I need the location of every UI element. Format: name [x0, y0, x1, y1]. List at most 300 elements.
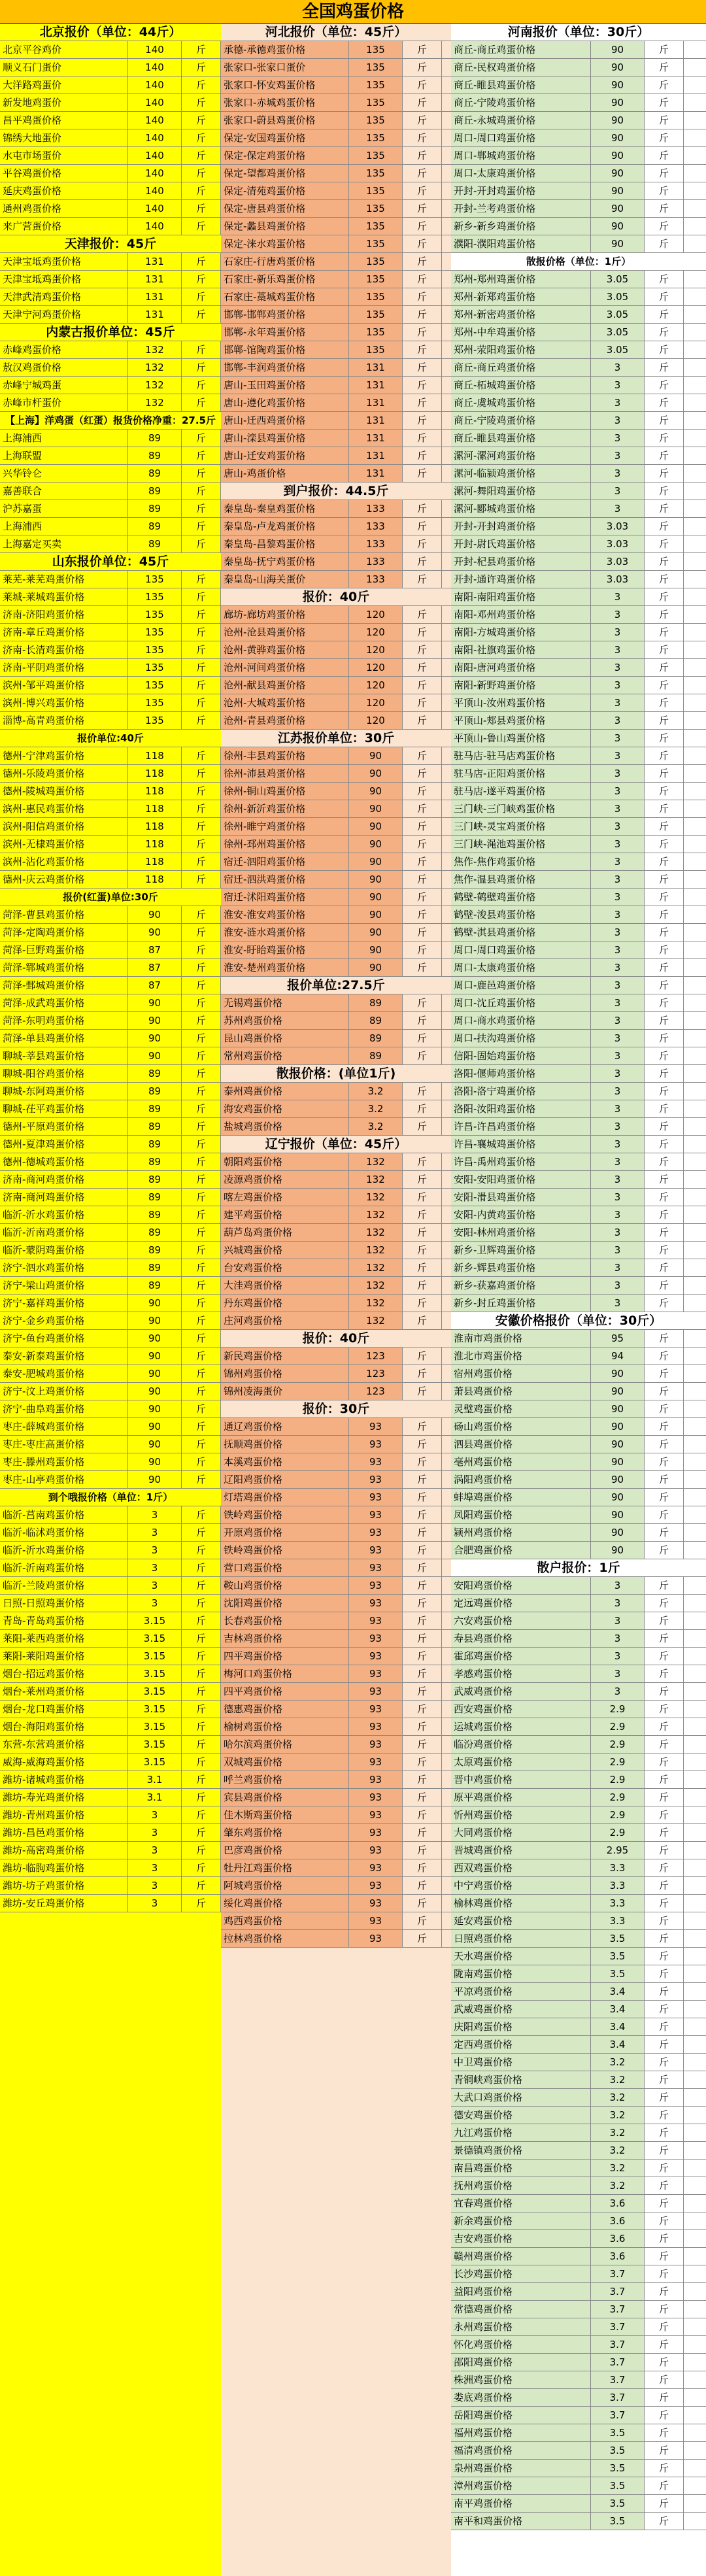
market-name: 赤峰鸡蛋价格	[0, 341, 128, 359]
price-value: 3.5	[591, 2477, 645, 2495]
price-row	[451, 2230, 706, 2248]
price-value: 140	[128, 165, 182, 182]
market-name: 平谷鸡蛋价格	[0, 165, 128, 182]
market-name: 淄博-高青鸡蛋价格	[0, 712, 128, 730]
price-unit: 斤	[182, 818, 221, 836]
price-unit: 斤	[645, 2265, 684, 2283]
price-value: 3	[591, 1665, 645, 1683]
price-row	[0, 483, 221, 500]
market-name: 新民鸡蛋价格	[221, 1347, 349, 1365]
market-name: 巴彦鸡蛋价格	[221, 1842, 349, 1859]
price-row	[0, 677, 221, 694]
price-row	[451, 2265, 706, 2283]
price-row	[0, 94, 221, 112]
price-value: 3	[591, 1083, 645, 1100]
market-name: 周口-扶沟鸡蛋价格	[451, 1030, 591, 1047]
market-name: 唐山-鸡蛋价格	[221, 465, 349, 483]
market-name: 株洲鸡蛋价格	[451, 2371, 591, 2389]
price-unit: 斤	[182, 677, 221, 694]
price-unit: 斤	[403, 1259, 442, 1277]
market-name: 呼兰鸡蛋价格	[221, 1771, 349, 1789]
market-name: 武威鸡蛋价格	[451, 2001, 591, 2018]
price-row	[221, 941, 451, 959]
price-value: 3	[591, 747, 645, 765]
price-value: 3.7	[591, 2407, 645, 2424]
price-unit: 斤	[182, 1595, 221, 1612]
price-unit: 斤	[645, 1383, 684, 1400]
price-row	[0, 853, 221, 871]
price-unit: 斤	[182, 747, 221, 765]
price-value: 131	[349, 377, 403, 394]
price-value: 3	[591, 1153, 645, 1171]
price-row	[451, 853, 706, 871]
market-name: 永州鸡蛋价格	[451, 2318, 591, 2336]
price-row	[451, 306, 706, 324]
price-unit: 斤	[645, 1824, 684, 1842]
market-name: 赤峰宁城鸡蛋	[0, 377, 128, 394]
price-row	[451, 1877, 706, 1895]
price-value: 3.1	[128, 1789, 182, 1806]
price-unit: 斤	[182, 800, 221, 818]
price-row	[221, 182, 451, 200]
price-row	[451, 1295, 706, 1312]
price-value: 93	[349, 1612, 403, 1630]
price-row	[451, 271, 706, 288]
price-unit: 斤	[645, 394, 684, 412]
price-value: 135	[349, 271, 403, 288]
market-name: 唐山-遵化鸡蛋价格	[221, 394, 349, 412]
price-value: 93	[349, 1524, 403, 1542]
price-value: 90	[591, 1365, 645, 1383]
price-unit: 斤	[645, 1506, 684, 1524]
price-row	[451, 783, 706, 800]
price-row	[221, 924, 451, 941]
price-unit: 斤	[182, 853, 221, 871]
price-value: 120	[349, 641, 403, 659]
price-value: 3	[591, 765, 645, 783]
price-unit: 斤	[645, 2442, 684, 2460]
price-value: 135	[349, 341, 403, 359]
market-name: 张家口-张家口蛋价	[221, 59, 349, 76]
price-unit: 斤	[182, 712, 221, 730]
price-row	[221, 800, 451, 818]
market-name: 新乡-封丘鸡蛋价格	[451, 1295, 591, 1312]
price-value: 90	[349, 747, 403, 765]
market-name: 周口-商水鸡蛋价格	[451, 1012, 591, 1030]
market-name: 唐山-玉田鸡蛋价格	[221, 377, 349, 394]
price-value: 3	[128, 1506, 182, 1524]
price-value: 132	[349, 1277, 403, 1295]
price-unit: 斤	[403, 941, 442, 959]
price-row	[221, 624, 451, 641]
price-unit: 斤	[645, 994, 684, 1012]
price-row	[451, 59, 706, 76]
market-name: 济南-济阳鸡蛋价格	[0, 606, 128, 624]
price-row	[221, 1577, 451, 1595]
price-unit: 斤	[403, 1877, 442, 1895]
price-value: 135	[349, 76, 403, 94]
price-unit: 斤	[403, 324, 442, 341]
price-value: 3	[591, 1047, 645, 1065]
price-row	[0, 1736, 221, 1754]
price-row	[0, 1754, 221, 1771]
price-unit: 斤	[182, 1330, 221, 1347]
price-value: 3.3	[591, 1912, 645, 1930]
market-name: 临沂-兰陵鸡蛋价格	[0, 1577, 128, 1595]
price-unit: 斤	[182, 1542, 221, 1559]
market-name: 西安鸡蛋价格	[451, 1701, 591, 1718]
price-unit: 斤	[403, 200, 442, 218]
price-value: 140	[128, 218, 182, 235]
price-row	[0, 182, 221, 200]
price-value: 3.7	[591, 2318, 645, 2336]
section-header: 报价：40斤	[221, 1330, 451, 1347]
market-name: 驻马店-正阳鸡蛋价格	[451, 765, 591, 783]
price-unit: 斤	[403, 836, 442, 853]
market-name: 本溪鸡蛋价格	[221, 1453, 349, 1471]
price-unit: 斤	[403, 1418, 442, 1436]
price-unit: 斤	[645, 1259, 684, 1277]
price-row	[221, 783, 451, 800]
price-unit: 斤	[182, 1171, 221, 1189]
price-unit: 斤	[645, 1930, 684, 1948]
market-name: 上海联盟	[0, 447, 128, 465]
price-row	[0, 1047, 221, 1065]
market-name: 唐山-迁西鸡蛋价格	[221, 412, 349, 430]
price-value: 89	[128, 1242, 182, 1259]
price-row	[221, 1842, 451, 1859]
price-unit: 斤	[403, 1030, 442, 1047]
price-value: 3.05	[591, 324, 645, 341]
market-name: 保定-涞水鸡蛋价格	[221, 235, 349, 253]
price-row	[221, 747, 451, 765]
price-unit: 斤	[403, 447, 442, 465]
price-row	[0, 535, 221, 553]
price-value: 89	[128, 535, 182, 553]
price-unit: 斤	[403, 1665, 442, 1683]
price-value: 3.7	[591, 2336, 645, 2354]
price-unit: 斤	[403, 871, 442, 889]
price-unit: 斤	[182, 288, 221, 306]
price-row	[0, 1648, 221, 1665]
price-row	[221, 1806, 451, 1824]
price-unit: 斤	[403, 535, 442, 553]
price-value: 90	[591, 1506, 645, 1524]
price-row	[451, 2336, 706, 2354]
price-value: 3	[591, 359, 645, 377]
price-unit: 斤	[182, 1612, 221, 1630]
price-value: 94	[591, 1347, 645, 1365]
price-unit: 斤	[182, 41, 221, 59]
price-unit: 斤	[645, 553, 684, 571]
price-unit: 斤	[645, 94, 684, 112]
market-name: 秦皇岛-秦皇鸡蛋价格	[221, 500, 349, 518]
price-value: 135	[349, 41, 403, 59]
price-unit: 斤	[403, 218, 442, 235]
price-value: 3.2	[349, 1083, 403, 1100]
market-name: 开封-开封鸡蛋价格	[451, 182, 591, 200]
price-unit: 斤	[645, 1083, 684, 1100]
price-unit: 斤	[403, 253, 442, 271]
market-name: 天水鸡蛋价格	[451, 1948, 591, 1965]
market-name: 新乡-新乡鸡蛋价格	[451, 218, 591, 235]
market-name: 临汾鸡蛋价格	[451, 1736, 591, 1754]
price-row	[221, 1100, 451, 1118]
price-row	[451, 324, 706, 341]
price-value: 89	[128, 483, 182, 500]
price-value: 3	[591, 394, 645, 412]
price-unit: 斤	[645, 1736, 684, 1754]
price-value: 135	[349, 94, 403, 112]
price-row	[451, 2513, 706, 2530]
price-value: 131	[349, 465, 403, 483]
price-value: 3	[591, 641, 645, 659]
price-row	[221, 288, 451, 306]
market-name: 铁岭鸡蛋价格	[221, 1542, 349, 1559]
price-value: 133	[349, 553, 403, 571]
market-name: 济南-商河鸡蛋价格	[0, 1189, 128, 1206]
price-value: 93	[349, 1595, 403, 1612]
price-row	[0, 906, 221, 924]
price-unit: 斤	[645, 500, 684, 518]
price-unit: 斤	[182, 836, 221, 853]
market-name: 菏泽-郓城鸡蛋价格	[0, 959, 128, 977]
price-row	[451, 76, 706, 94]
price-value: 3.05	[591, 306, 645, 324]
price-unit: 斤	[645, 2018, 684, 2036]
price-unit: 斤	[182, 1153, 221, 1171]
price-unit: 斤	[403, 1806, 442, 1824]
market-name: 辽阳鸡蛋价格	[221, 1471, 349, 1489]
market-name: 秦皇岛-卢龙鸡蛋价格	[221, 518, 349, 535]
market-name: 朝阳鸡蛋价格	[221, 1153, 349, 1171]
price-value: 90	[349, 836, 403, 853]
price-unit: 斤	[403, 1630, 442, 1648]
price-row	[221, 359, 451, 377]
price-row	[221, 1171, 451, 1189]
price-value: 135	[349, 112, 403, 129]
price-unit: 斤	[645, 341, 684, 359]
price-unit: 斤	[645, 1754, 684, 1771]
price-value: 132	[349, 1171, 403, 1189]
price-value: 135	[128, 694, 182, 712]
market-name: 潍坊-寿光鸡蛋价格	[0, 1789, 128, 1806]
market-name: 新发地鸡蛋价	[0, 94, 128, 112]
price-unit: 斤	[403, 765, 442, 783]
price-row	[221, 818, 451, 836]
market-name: 沧州-献县鸡蛋价格	[221, 677, 349, 694]
price-value: 3.2	[591, 2124, 645, 2142]
price-unit: 斤	[645, 2001, 684, 2018]
price-row	[451, 2407, 706, 2424]
price-unit: 斤	[403, 1824, 442, 1842]
price-row	[451, 1453, 706, 1471]
price-row	[451, 1912, 706, 1930]
price-unit: 斤	[403, 747, 442, 765]
market-name: 泉州鸡蛋价格	[451, 2460, 591, 2477]
price-unit: 斤	[403, 41, 442, 59]
price-value: 120	[349, 694, 403, 712]
price-value: 3.5	[591, 1930, 645, 1948]
market-name: 绥化鸡蛋价格	[221, 1895, 349, 1912]
price-row	[451, 1701, 706, 1718]
price-unit: 斤	[645, 1171, 684, 1189]
market-name: 漯河-漯河鸡蛋价格	[451, 447, 591, 465]
price-value: 3.15	[128, 1754, 182, 1771]
price-unit: 斤	[182, 1789, 221, 1806]
price-unit: 斤	[645, 836, 684, 853]
price-unit: 斤	[645, 712, 684, 730]
price-row	[221, 1189, 451, 1206]
price-unit: 斤	[645, 959, 684, 977]
price-unit: 斤	[403, 430, 442, 447]
price-unit: 斤	[403, 1471, 442, 1489]
price-value: 90	[591, 147, 645, 165]
market-name: 兴城鸡蛋价格	[221, 1242, 349, 1259]
price-row	[0, 147, 221, 165]
price-row	[451, 2107, 706, 2124]
price-value: 3	[591, 606, 645, 624]
price-value: 123	[349, 1383, 403, 1400]
price-row	[0, 1824, 221, 1842]
price-value: 3	[591, 1577, 645, 1595]
price-unit: 斤	[403, 1736, 442, 1754]
price-row	[0, 306, 221, 324]
price-value: 3.5	[591, 2460, 645, 2477]
price-value: 2.9	[591, 1806, 645, 1824]
market-name: 沧州-青县鸡蛋价格	[221, 712, 349, 730]
price-unit: 斤	[645, 1118, 684, 1136]
price-value: 93	[349, 1630, 403, 1648]
price-value: 3	[591, 730, 645, 747]
price-value: 132	[349, 1189, 403, 1206]
price-unit: 斤	[182, 1648, 221, 1665]
market-name: 开封-尉氏鸡蛋价格	[451, 535, 591, 553]
price-row	[221, 1895, 451, 1912]
price-row	[451, 694, 706, 712]
price-row	[0, 1665, 221, 1683]
price-value: 3	[591, 624, 645, 641]
price-unit: 斤	[645, 1206, 684, 1224]
price-row	[0, 1595, 221, 1612]
price-row	[221, 1630, 451, 1648]
price-row	[451, 218, 706, 235]
price-row	[451, 747, 706, 765]
price-value: 90	[349, 871, 403, 889]
market-name: 临沂-临沭鸡蛋价格	[0, 1524, 128, 1542]
price-row	[451, 1612, 706, 1630]
price-unit: 斤	[645, 1047, 684, 1065]
price-unit: 斤	[645, 1189, 684, 1206]
price-value: 93	[349, 1824, 403, 1842]
price-value: 132	[349, 1295, 403, 1312]
section-header: 报价(红蛋)单位:30斤	[0, 889, 221, 906]
price-row	[0, 1506, 221, 1524]
price-unit: 斤	[645, 1577, 684, 1595]
price-row	[451, 129, 706, 147]
price-unit: 斤	[645, 783, 684, 800]
market-name: 许昌-许昌鸡蛋价格	[451, 1118, 591, 1136]
price-value: 89	[128, 1277, 182, 1295]
market-name: 榆树鸡蛋价格	[221, 1718, 349, 1736]
price-value: 89	[128, 1083, 182, 1100]
price-row	[0, 800, 221, 818]
price-unit: 斤	[403, 853, 442, 871]
price-unit: 斤	[182, 200, 221, 218]
price-row	[0, 377, 221, 394]
price-value: 3.7	[591, 2389, 645, 2407]
price-unit: 斤	[182, 977, 221, 994]
market-name: 大武口鸡蛋价格	[451, 2089, 591, 2107]
market-name: 三门峡-灵宝鸡蛋价格	[451, 818, 591, 836]
price-value: 3	[591, 941, 645, 959]
price-value: 3.2	[591, 2142, 645, 2160]
price-value: 135	[349, 306, 403, 324]
price-unit: 斤	[403, 1701, 442, 1718]
price-unit: 斤	[645, 1277, 684, 1295]
price-unit: 斤	[182, 394, 221, 412]
market-name: 潍坊-安丘鸡蛋价格	[0, 1895, 128, 1912]
price-value: 3.15	[128, 1612, 182, 1630]
market-name: 佳木斯鸡蛋价格	[221, 1806, 349, 1824]
price-unit: 斤	[403, 94, 442, 112]
price-value: 135	[128, 677, 182, 694]
market-name: 周口-沈丘鸡蛋价格	[451, 994, 591, 1012]
market-name: 邯郸-邯郸鸡蛋价格	[221, 306, 349, 324]
price-value: 3.03	[591, 553, 645, 571]
price-row	[451, 941, 706, 959]
price-value: 3	[591, 1259, 645, 1277]
price-value: 90	[128, 906, 182, 924]
price-unit: 斤	[403, 359, 442, 377]
price-unit: 斤	[645, 306, 684, 324]
price-value: 3.05	[591, 341, 645, 359]
price-unit: 斤	[403, 889, 442, 906]
price-row	[451, 889, 706, 906]
price-value: 3.15	[128, 1701, 182, 1718]
price-value: 90	[349, 853, 403, 871]
price-row	[0, 500, 221, 518]
price-unit: 斤	[182, 1136, 221, 1153]
price-unit: 斤	[182, 1806, 221, 1824]
market-name: 赣州鸡蛋价格	[451, 2248, 591, 2265]
market-name: 蚌埠鸡蛋价格	[451, 1489, 591, 1506]
market-name: 徐州-沛县鸡蛋价格	[221, 765, 349, 783]
price-value: 93	[349, 1471, 403, 1489]
market-name: 平顶山-汝州鸡蛋价格	[451, 694, 591, 712]
price-unit: 斤	[645, 1665, 684, 1683]
price-row	[221, 1754, 451, 1771]
market-name: 临沂-沂南鸡蛋价格	[0, 1224, 128, 1242]
market-name: 天津宁河鸡蛋价格	[0, 306, 128, 324]
price-unit: 斤	[182, 430, 221, 447]
price-value: 140	[128, 76, 182, 94]
price-row	[451, 624, 706, 641]
price-row	[451, 2160, 706, 2177]
market-name: 延安鸡蛋价格	[451, 1912, 591, 1930]
price-unit: 斤	[645, 2160, 684, 2177]
price-value: 3.2	[591, 2160, 645, 2177]
market-name: 周口-太康鸡蛋价格	[451, 165, 591, 182]
price-row	[221, 1930, 451, 1948]
section-header: 内蒙古报价单位：45斤	[0, 324, 221, 341]
price-value: 118	[128, 747, 182, 765]
price-unit: 斤	[403, 182, 442, 200]
price-unit: 斤	[182, 1683, 221, 1701]
price-row	[451, 1347, 706, 1365]
price-value: 3	[128, 1859, 182, 1877]
price-row	[451, 2477, 706, 2495]
